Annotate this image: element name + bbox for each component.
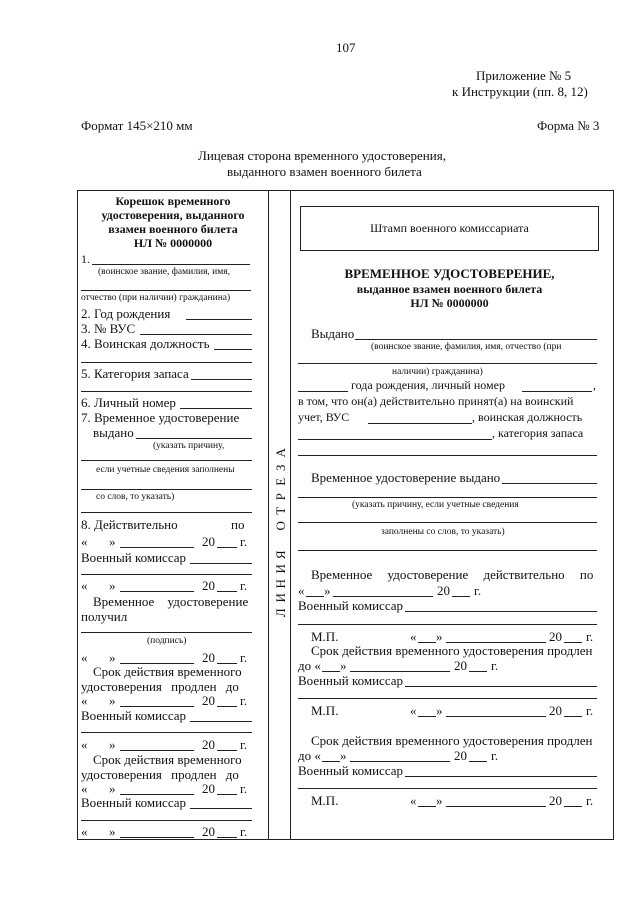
cert-title-1: ВРЕМЕННОЕ УДОСТОВЕРЕНИЕ, xyxy=(344,266,555,281)
cert-mp-3-date-close: » xyxy=(436,793,443,808)
cert-mp-3-year: 20 xyxy=(549,793,562,808)
stub-commissar-1: Военный комиссар xyxy=(81,550,187,565)
stub-date-5-open: « xyxy=(81,737,88,752)
stub-date-5-g: г. xyxy=(240,737,248,752)
cut-line-letter: О xyxy=(272,519,288,530)
stub-valid-until: по xyxy=(231,517,245,532)
cert-extended-1: Срок действия временного удостоверения продлен xyxy=(311,643,593,658)
cert-reason-line xyxy=(298,522,597,523)
cert-until-1-year: 20 xyxy=(454,658,467,673)
cert-mp-3: М.П. xyxy=(311,793,339,808)
stub-vus: 3. № ВУС xyxy=(81,321,136,336)
stamp-label: Штамп военного комиссариата xyxy=(370,221,529,235)
stub-date-5-year: 20 xyxy=(202,737,215,752)
cert-until-1-month-line xyxy=(350,671,450,672)
stub-commissar-1-line-2 xyxy=(81,574,252,575)
stub-position-line xyxy=(214,349,252,350)
stub-date-1-month-line xyxy=(120,547,194,548)
cut-line-letter: Е xyxy=(272,476,288,486)
stub-reason-line-3 xyxy=(81,512,252,513)
cert-until-2-day-line xyxy=(322,761,340,762)
cert-title-3: НЛ № 0000000 xyxy=(410,296,489,310)
stub-divider xyxy=(268,190,269,840)
stub-reason-hint-3: со слов, то указать) xyxy=(96,492,175,502)
cut-line-label xyxy=(274,445,288,619)
stub-date-1-close: » xyxy=(109,534,116,549)
stub-field-1-hint-2: отчество (при наличии) гражданина) xyxy=(81,293,231,303)
appendix-label: Приложение № 5 xyxy=(476,68,572,83)
stub-date-1-open: « xyxy=(81,534,88,549)
cert-commissar-3-line xyxy=(405,776,597,777)
stub-field-1-line xyxy=(92,264,250,265)
stub-date-5-month-line xyxy=(120,750,194,751)
cert-mp-2-year-line xyxy=(564,716,582,717)
stub-title-3: взамен военного билета xyxy=(108,222,238,236)
stub-extension-4: удостоверения продлен до xyxy=(81,767,239,782)
stub-field-1-hint: (воинское звание, фамилия, имя, xyxy=(98,267,231,277)
cert-issued-hint-2: наличии) гражданина) xyxy=(392,367,483,377)
cert-issued-line-2 xyxy=(298,363,597,364)
cert-until-2-year: 20 xyxy=(454,748,467,763)
cert-until-2-month-line xyxy=(350,761,450,762)
cert-commissar-3: Военный комиссар xyxy=(298,763,404,778)
stub-position-line-2 xyxy=(81,362,252,363)
stub-category: 5. Категория запаса xyxy=(81,366,189,381)
stub-reason-hint-2: если учетные сведения заполнены xyxy=(96,465,235,475)
stub-date-1-g: г. xyxy=(240,534,248,549)
form-number: Форма № 3 xyxy=(537,118,600,133)
cert-mp-2-month-line xyxy=(446,716,546,717)
stub-date-2-year-line xyxy=(217,591,237,592)
stub-date-1-year-line xyxy=(217,547,237,548)
stub-valid: 8. Действительно xyxy=(81,517,178,532)
cert-valid-date-open: « xyxy=(298,583,305,598)
stub-title-2: удостоверения, выданного xyxy=(101,208,245,222)
cert-commissar-1-line xyxy=(405,611,597,612)
cert-until-2-year-line xyxy=(469,761,487,762)
stub-commissar-3-line-2 xyxy=(81,820,252,821)
stub-date-4-year: 20 xyxy=(202,693,215,708)
cert-until-1-close: » xyxy=(340,658,347,673)
cut-line-letter: Н xyxy=(272,577,288,588)
stub-date-4-month-line xyxy=(120,706,194,707)
stub-personal-number: 6. Личный номер xyxy=(81,395,176,410)
stub-date-7-year: 20 xyxy=(202,824,215,839)
cert-category-label: , категория запаса xyxy=(492,426,584,440)
stub-position: 4. Воинская должность xyxy=(81,336,210,351)
cut-line-letter: Т xyxy=(272,505,288,515)
cert-issued-line xyxy=(355,339,597,340)
stub-date-4-close: » xyxy=(109,693,116,708)
cert-until-2-g: г. xyxy=(491,748,499,763)
stub-reason-line xyxy=(81,460,252,461)
title-line-2: выданного взамен военного билета xyxy=(227,164,422,179)
cert-commissar-3-line-2 xyxy=(298,788,597,789)
title-line-1: Лицевая сторона временного удостоверения, xyxy=(198,148,446,163)
cut-line-letter: З xyxy=(272,463,288,471)
stub-date-2-close: » xyxy=(109,578,116,593)
cert-mp-2: М.П. xyxy=(311,703,339,718)
cert-commissar-2-line xyxy=(405,686,597,687)
cert-reason-hint-2: заполнены со слов, то указать) xyxy=(381,527,505,537)
stub-date-6-year: 20 xyxy=(202,781,215,796)
stub-date-2-g: г. xyxy=(240,578,248,593)
stub-field-1-line-2 xyxy=(81,290,251,291)
stub-date-3-g: г. xyxy=(240,650,248,665)
stub-birth-year-line xyxy=(186,319,252,320)
stub-date-3-open: « xyxy=(81,650,88,665)
cert-commissar-2: Военный комиссар xyxy=(298,673,404,688)
cert-issued-hint-1: (воинское звание, фамилия, имя, отчество (при xyxy=(371,342,562,352)
stub-date-1-year: 20 xyxy=(202,534,215,549)
cert-issued-cert-line-2 xyxy=(298,497,597,498)
cert-mp-1-date-open: « xyxy=(410,629,417,644)
stub-date-6-open: « xyxy=(81,781,88,796)
cert-mp-2-date-close: » xyxy=(436,703,443,718)
stub-commissar-1-line xyxy=(190,563,252,564)
stub-vus-line xyxy=(140,334,252,335)
cert-extended-2: Срок действия временного удостоверения продлен xyxy=(311,733,593,748)
stub-title-1: Корешок временного xyxy=(115,194,231,208)
cert-valid-month-line xyxy=(333,596,433,597)
stub-date-3-year: 20 xyxy=(202,650,215,665)
stub-reason-hint-1: (указать причину, xyxy=(153,441,225,451)
cut-line-letter xyxy=(274,532,289,546)
cert-position-line xyxy=(298,439,492,440)
cert-until-1: до « xyxy=(298,658,321,673)
cert-birth-year-line xyxy=(298,391,348,392)
cert-valid-label: Временное удостоверение действительно по xyxy=(311,567,594,582)
stub-date-6-close: » xyxy=(109,781,116,796)
stub-commissar-3-line xyxy=(190,808,252,809)
stub-reason-line-2 xyxy=(81,489,252,490)
cert-until-1-year-line xyxy=(469,671,487,672)
cert-birth-line: года рождения, личный номер xyxy=(351,378,505,392)
cert-reason-line-2 xyxy=(298,550,597,551)
cert-mp-2-year: 20 xyxy=(549,703,562,718)
stub-signature-line xyxy=(81,632,252,633)
cert-mp-3-year-line xyxy=(564,806,582,807)
cert-title-2: выданное взамен военного билета xyxy=(356,282,543,296)
stub-issued-line xyxy=(136,438,252,439)
cert-vus-label: учет, ВУС xyxy=(298,410,350,424)
cut-line-letter: И xyxy=(272,563,288,574)
page-number: 107 xyxy=(336,40,356,55)
cert-valid-year-line xyxy=(452,596,470,597)
stub-date-7-close: » xyxy=(109,824,116,839)
stub-date-3-close: » xyxy=(109,650,116,665)
cert-mp-2-day-line xyxy=(418,716,436,717)
cert-valid-date-close: » xyxy=(324,583,331,598)
stub-temp-cert: 7. Временное удостоверение xyxy=(81,410,240,425)
stub-date-5-close: » xyxy=(109,737,116,752)
cert-until-2-close: » xyxy=(340,748,347,763)
stub-commissar-3: Военный комиссар xyxy=(81,795,187,810)
cert-until-1-day-line xyxy=(322,671,340,672)
stub-received-2: получил xyxy=(81,609,128,624)
stub-received-1: Временное удостоверение xyxy=(93,594,249,609)
stub-extension-3: Срок действия временного xyxy=(93,752,242,767)
cert-personal-number-line xyxy=(522,391,592,392)
cert-mp-2-g: г. xyxy=(586,703,594,718)
stub-commissar-2-line-2 xyxy=(81,732,252,733)
cert-registered: в том, что он(а) действительно принят(а) на воинский xyxy=(298,394,574,408)
cert-category-line xyxy=(298,455,597,456)
cert-issued-label: Выдано xyxy=(311,326,355,341)
stub-date-7-month-line xyxy=(120,837,194,838)
stub-date-7-open: « xyxy=(81,824,88,839)
cut-line-letter: Я xyxy=(272,548,288,559)
cert-commissar-1-line-2 xyxy=(298,624,597,625)
cert-mp-3-date-open: « xyxy=(410,793,417,808)
cert-issued-cert: Временное удостоверение выдано xyxy=(311,470,501,485)
cert-until-1-g: г. xyxy=(491,658,499,673)
stub-extension-1: Срок действия временного xyxy=(93,664,242,679)
cert-commissar-1: Военный комиссар xyxy=(298,598,404,613)
cert-mp-2-date-open: « xyxy=(410,703,417,718)
stub-date-6-year-line xyxy=(217,794,237,795)
stub-field-1: 1. xyxy=(81,252,90,266)
stub-date-7-g: г. xyxy=(240,824,248,839)
cut-line-letter: Р xyxy=(272,491,288,500)
stub-date-2-open: « xyxy=(81,578,88,593)
cert-mp-1-g: г. xyxy=(586,629,594,644)
cert-comma: , xyxy=(593,378,596,392)
stub-date-4-year-line xyxy=(217,706,237,707)
cert-reason-hint-1: (указать причину, если учетные сведения xyxy=(352,500,519,510)
cert-mp-3-day-line xyxy=(418,806,436,807)
stub-category-line xyxy=(191,379,252,380)
stub-date-5-year-line xyxy=(217,750,237,751)
stub-commissar-2-line xyxy=(190,721,252,722)
cert-mp-3-month-line xyxy=(446,806,546,807)
cert-issued-cert-line xyxy=(502,483,597,484)
stub-signature-hint: (подпись) xyxy=(147,636,187,646)
cert-commissar-2-line-2 xyxy=(298,698,597,699)
stub-commissar-2: Военный комиссар xyxy=(81,708,187,723)
cut-divider xyxy=(290,190,291,840)
cert-mp-1-date-close: » xyxy=(436,629,443,644)
cert-mp-1: М.П. xyxy=(311,629,339,644)
stub-date-2-year: 20 xyxy=(202,578,215,593)
stub-extension-2: удостоверения продлен до xyxy=(81,679,239,694)
stub-date-6-g: г. xyxy=(240,781,248,796)
cert-mp-1-year: 20 xyxy=(549,629,562,644)
cert-mp-3-g: г. xyxy=(586,793,594,808)
cut-line-letter: И xyxy=(272,592,288,603)
stub-date-2-month-line xyxy=(120,591,194,592)
stub-birth-year: 2. Год рождения xyxy=(81,306,171,321)
stub-personal-number-line xyxy=(180,408,252,409)
format-label: Формат 145×210 мм xyxy=(81,118,193,133)
cert-vus-line xyxy=(368,423,472,424)
stub-issued: выдано xyxy=(93,425,134,440)
instruction-reference: к Инструкции (пп. 8, 12) xyxy=(452,84,588,99)
cut-line-letter: А xyxy=(272,447,288,458)
stub-date-7-year-line xyxy=(217,837,237,838)
cut-line-letter: Л xyxy=(272,606,288,617)
stub-category-line-2 xyxy=(81,391,252,392)
stub-title-4: НЛ № 0000000 xyxy=(133,236,213,250)
cert-valid-g: г. xyxy=(474,583,482,598)
stub-date-4-g: г. xyxy=(240,693,248,708)
cert-valid-year: 20 xyxy=(437,583,450,598)
cert-position-label: , воинская должность xyxy=(472,410,583,424)
cert-until-2: до « xyxy=(298,748,321,763)
cert-valid-day-line xyxy=(306,596,324,597)
stub-date-4-open: « xyxy=(81,693,88,708)
